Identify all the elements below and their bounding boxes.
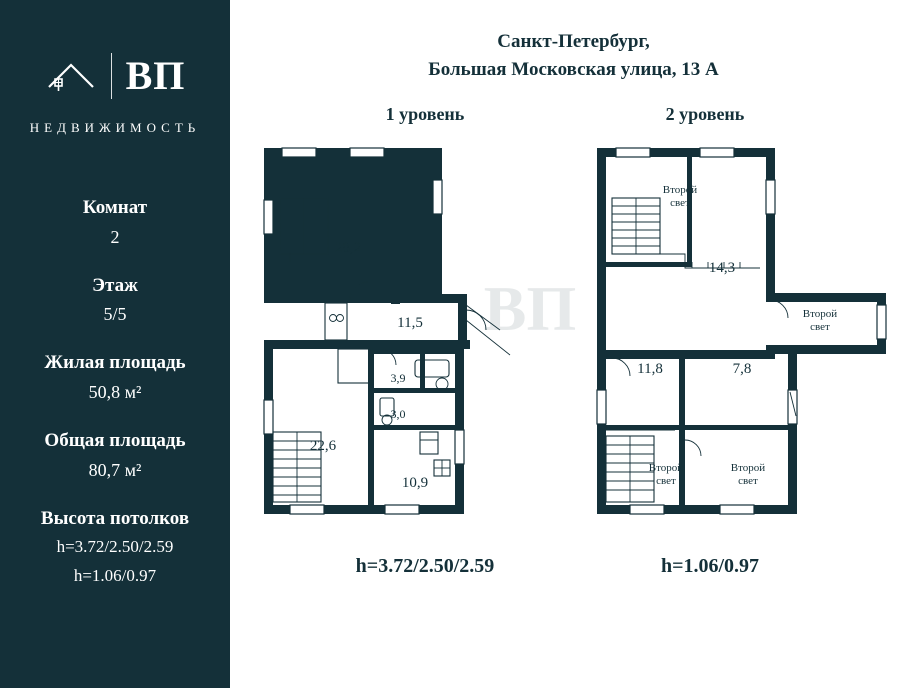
spec-rooms — [0, 195, 230, 251]
logo-letters: ВП — [125, 53, 186, 98]
level-2-area-14-3: 14,3 — [708, 260, 736, 276]
svg-text:свет: свет — [670, 197, 690, 209]
level-2-windows — [597, 148, 886, 514]
address-line-2: Большая Московская улица, 13 А — [428, 58, 719, 80]
level-1-plan — [264, 148, 510, 514]
spec-floor-value: 5/5 — [103, 304, 127, 325]
svg-text:Второй: Второй — [662, 184, 698, 196]
svg-text:свет: свет — [810, 321, 830, 333]
spec-total-area-label: Общая площадь — [44, 429, 186, 451]
level-2-void-top — [663, 184, 697, 209]
spec-total-area-value: 80,7 м² — [88, 459, 142, 480]
level-1-area-22-6: 22,6 — [309, 438, 337, 454]
spec-ceiling-height-value2: h=1.06/0.97 — [73, 565, 157, 585]
spec-ceiling-height-value: h=3.72/2.50/2.59 — [56, 537, 174, 557]
house-roof-icon — [45, 53, 97, 99]
spec-living-area — [0, 350, 230, 406]
watermark: ВП — [483, 273, 577, 344]
spec-rooms-label: Комнат — [82, 197, 148, 218]
svg-text:Второй: Второй — [648, 462, 684, 474]
level-1-area-10-9: 10,9 — [401, 475, 429, 491]
spec-ceiling-height — [0, 506, 230, 589]
specs-list — [0, 195, 230, 610]
spec-rooms-value: 2 — [110, 226, 120, 247]
spec-total-area — [0, 428, 230, 484]
plan-area — [230, 0, 917, 688]
spec-floor-label: Этаж — [92, 274, 138, 296]
level-2-plan — [597, 148, 886, 514]
svg-text:свет: свет — [738, 475, 758, 487]
spec-living-area-label: Жилая площадь — [44, 352, 186, 374]
level-1-area-28-2: 28,2 — [334, 240, 362, 256]
level-2-title: 2 уровень — [665, 104, 745, 124]
level-2-walls — [597, 148, 886, 514]
level-2-void-right — [803, 308, 837, 333]
logo-subtitle: НЕДВИЖИМОСТЬ — [29, 120, 201, 135]
floorplan-svg — [230, 0, 917, 688]
level-2-doors — [612, 300, 796, 456]
level-1-area-11-5: 11,5 — [397, 315, 423, 331]
level-1-title: 1 уровень — [385, 104, 465, 124]
svg-text:Второй: Второй — [730, 462, 766, 474]
logo-block — [0, 48, 230, 136]
level-1-area-3-9: 3,9 — [390, 371, 406, 385]
level-2-void-bottom-right — [731, 462, 765, 487]
spec-living-area-value: 50,8 м² — [88, 381, 142, 402]
address-line-1: Санкт-Петербург, — [497, 31, 650, 52]
spec-floor — [0, 273, 230, 329]
level-1-area-3-0: 3,0 — [390, 407, 406, 421]
logo-divider — [111, 53, 112, 99]
level-2-area-7-8: 7,8 — [732, 361, 752, 377]
svg-text:свет: свет — [656, 475, 676, 487]
svg-text:Второй: Второй — [802, 308, 838, 320]
level-2-height-caption: h=1.06/0.97 — [660, 555, 760, 577]
sidebar — [0, 0, 230, 688]
level-1-height-caption: h=3.72/2.50/2.59 — [355, 555, 495, 577]
spec-ceiling-height-label: Высота потолков — [40, 507, 190, 529]
level-2-area-11-8: 11,8 — [637, 361, 663, 377]
